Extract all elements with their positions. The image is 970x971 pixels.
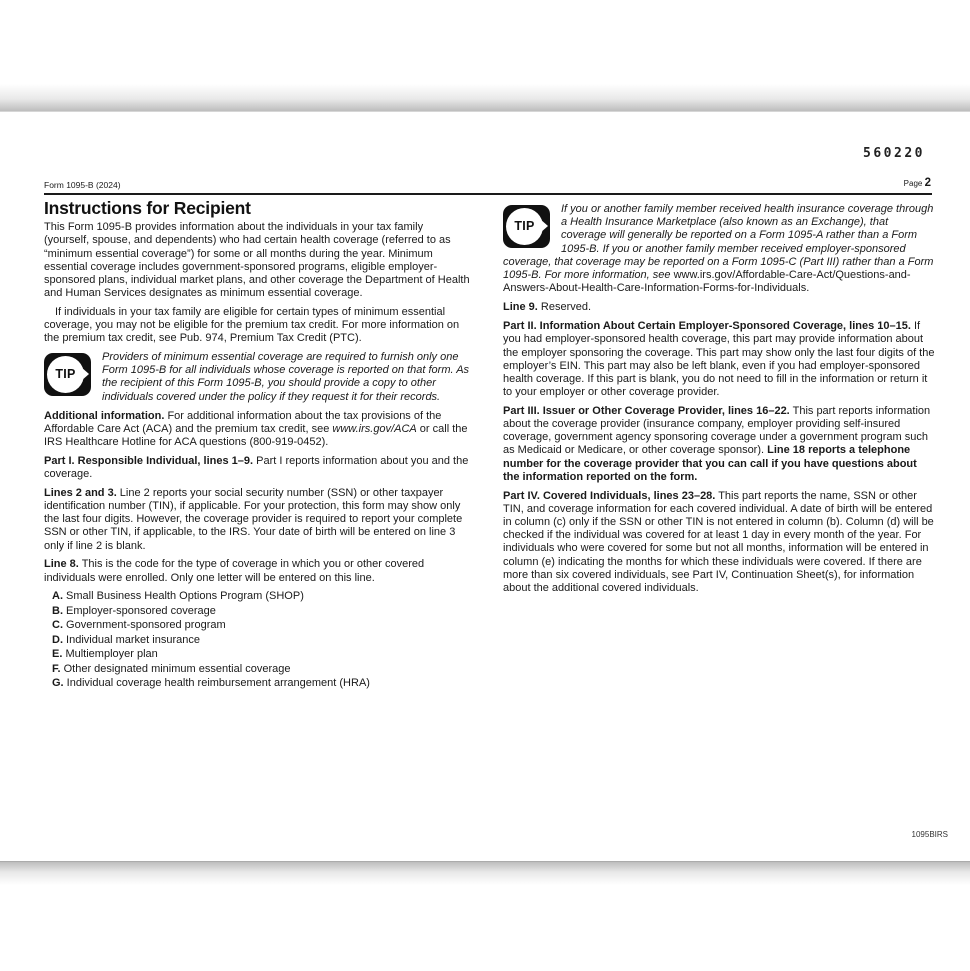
part4-text: This part reports the name, SSN or other TIN, and coverage information for each covered individual. A date of birth will be entered in column (c) only if the SSN or other TIN is not entered in column (b). Column (d) will be checked if the individual was covered for at least 1 day in every month of the year. For individuals who were covered for some but not all months, information will be entered in column (e) indicating the months for which these individuals were covered. If there are more than six covered individuals, see Part IV, Continuation Sheet(s), for information about the additional covered individuals. [503, 489, 934, 594]
coverage-code-item [52, 663, 470, 676]
line8-paragraph [44, 558, 470, 584]
code-letter: E. [52, 648, 63, 661]
part3-paragraph [503, 405, 936, 484]
coverage-code-item [52, 634, 470, 647]
code-letter: D. [52, 633, 63, 646]
part4-heading: Part IV. Covered Individuals, lines 23–28. [503, 489, 716, 502]
part3-line18-bold-text: Line 18 reports a telephone number for the coverage provider that you can call if you have questions about the information reported on the form. [503, 444, 917, 483]
code-text: Other designated minimum essential coverage [60, 662, 291, 675]
line9-heading: Line 9. [503, 301, 538, 314]
line8-text: This is the code for the type of coverage in which you or other covered individuals were enrolled. Only one letter will be entered on this line. [44, 558, 425, 584]
lines-2-and-3-text: Line 2 reports your social security number (SSN) or other taxpayer identification number (TIN), if applicable. For your protection, this form may show only the last four digits. However, the coverage provider is required to report your complete SSN or other TIN, if applicable, to the IRS. Your date of birth will be entered on line 3 only if line 2 is blank. [44, 486, 463, 552]
code-text: Government-sponsored program [63, 619, 226, 632]
tip-block-right [503, 203, 936, 295]
code-letter: B. [52, 604, 63, 617]
code-text: Individual coverage health reimbursement arrangement (HRA) [63, 677, 370, 690]
code-text: Individual market insurance [63, 633, 200, 646]
additional-information-paragraph [44, 410, 470, 450]
line9-paragraph [503, 301, 936, 314]
part2-heading: Part II. Information About Certain Employer-Sponsored Coverage, lines 10–15. [503, 320, 911, 333]
tip-text-left: Providers of minimum essential coverage are required to furnish only one Form 1095-B for all individuals whose coverage is reported on that form. As the recipient of this Form 1095-B, you should provide a copy to other individuals covered under the policy if they request it for their records. [102, 351, 470, 403]
part1-paragraph [44, 455, 470, 481]
part3-heading: Part III. Issuer or Other Coverage Provider, lines 16–22. [503, 404, 790, 417]
coverage-code-item [52, 648, 470, 661]
code-letter: F. [52, 662, 61, 675]
additional-information-text-after: or call the IRS Healthcare Hotline for ACA questions (800-919-0452). [44, 423, 468, 449]
part1-text: Part I reports information about you and the coverage. [44, 454, 469, 481]
coverage-code-item [52, 605, 470, 618]
code-text: Multiemployer plan [62, 648, 158, 661]
code-letter: A. [52, 590, 63, 603]
aca-url: www.irs.gov/ACA [332, 423, 417, 436]
page-number: 2 [924, 177, 931, 189]
additional-information-text: For additional information about the tax provisions of the Affordable Care Act (ACA) and the premium tax credit, see [44, 409, 442, 436]
tip-icon-label: TIP [47, 356, 84, 393]
premium-tax-credit-paragraph: If individuals in your tax family are eligible for certain types of minimum essential coverage, you may not be eligible for the premium tax credit. For more information on the premium tax credit, see Pub. 974, Premium Tax Credit (PTC). [44, 305, 460, 345]
intro-paragraph: This Form 1095-B provides information about the individuals in your tax family (yourself, spouse, and dependents) who had certain health coverage (referred to as “minimum essential coverage”) for some or all months during the year. Minimum essential coverage includes government-sponsored programs, eligible employer-sponsored plans, individual market plans, and other coverage the Department of Health and Human Services designates as minimum essential coverage. [44, 221, 470, 300]
tip-block-left [44, 351, 470, 404]
header-rule [44, 193, 932, 195]
page-label: Page [903, 179, 923, 188]
additional-information-lead: Additional information. [44, 409, 165, 422]
coverage-code-item [52, 590, 470, 603]
code-text: Employer-sponsored coverage [63, 604, 216, 617]
coverage-code-list [52, 590, 470, 690]
sheet-bottom-shadow [0, 861, 970, 885]
part2-text: If you had employer-sponsored health coverage, this part may provide information about the employer sponsoring the coverage. This part may show only the last four digits of the employer’s EIN. This part may also be left blank, even if you had employer-sponsored health coverage. If this part is blank, you do not need to fill in the information or return it to your employer or other coverage provider. [503, 320, 935, 399]
tip-icon [44, 353, 91, 396]
line8-heading: Line 8. [44, 558, 79, 571]
coverage-code-item [52, 619, 470, 632]
code-text: Small Business Health Options Program (SHOP) [63, 590, 304, 603]
tip-text-right: If you or another family member received health insurance coverage through a Health Insurance Marketplace (also known as an Exchange), that coverage will generally be reported on a Form 1095-A rather than a Form 1095-B. If you or another family member received employer-sponsored coverage, that coverage may be reported on a Form 1095-C (Part III) rather than a Form 1095-B. For more information, see [503, 203, 934, 282]
sheet-top-shadow [0, 84, 970, 112]
lines-2-and-3-heading: Lines 2 and 3. [44, 486, 117, 499]
part1-heading: Part I. Responsible Individual, lines 1–9. [44, 454, 254, 467]
part3-text: This part reports information about the coverage provider (insurance company, employer providing self-insured coverage, government agency sponsoring coverage under a government program such as Medicaid or Medicare, or other coverage sponsor). [503, 404, 931, 457]
code-letter: G. [52, 677, 64, 690]
tip-icon-label: TIP [506, 208, 543, 245]
left-column [44, 198, 470, 695]
part2-paragraph [503, 320, 936, 399]
coverage-code-item [52, 677, 470, 690]
tip-icon [503, 205, 550, 248]
code-letter: C. [52, 619, 63, 632]
irs-qa-url: www.irs.gov/Affordable-Care-Act/Questions-and-Answers-About-Health-Care-Information-Forms-for-Individuals. [503, 269, 911, 295]
form-number: Form 1095-B (2024) [44, 180, 121, 190]
serial-number: 560220 [863, 146, 925, 161]
page-title: Instructions for Recipient [44, 198, 251, 218]
footer-form-code: 1095BIRS [911, 830, 948, 839]
line9-text: Reserved. [537, 301, 592, 314]
page-indicator [904, 177, 931, 189]
lines-2-and-3-paragraph [44, 487, 470, 553]
right-column [503, 201, 936, 601]
part4-paragraph [503, 490, 936, 596]
